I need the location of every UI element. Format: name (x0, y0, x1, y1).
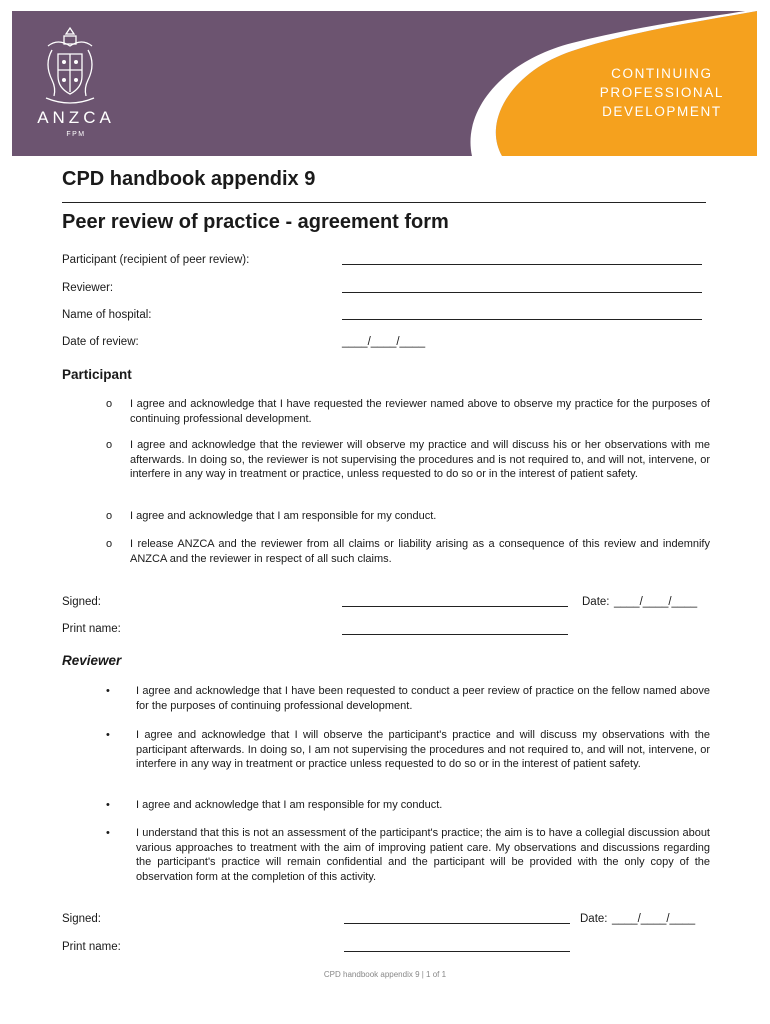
hospital-field[interactable] (342, 319, 702, 320)
participant-date-field[interactable]: ____/____/____ (614, 596, 698, 608)
cpd-line: CONTINUING (611, 66, 713, 81)
participant-heading: Participant (62, 367, 132, 382)
bullet-marker: • (106, 799, 110, 811)
date-of-review-label: Date of review: (62, 336, 139, 348)
participant-item (106, 537, 710, 566)
hospital-label: Name of hospital: (62, 309, 152, 321)
participant-item-text: I agree and acknowledge that I have requested the reviewer named above to observe my practice for the purposes of continuing professional development. (130, 398, 710, 425)
list-marker: o (106, 538, 113, 550)
list-marker: o (106, 439, 113, 451)
page-footer: CPD handbook appendix 9 | 1 of 1 (323, 970, 447, 979)
participant-item (106, 397, 710, 426)
reviewer-date-label: Date: (580, 913, 608, 925)
reviewer-date-field[interactable]: ____/____/____ (612, 913, 696, 925)
logo-subtitle: FPM (66, 131, 86, 138)
reviewer-item-text: I agree and acknowledge that I have been requested to conduct a peer review of practice on the fellow named above for the purposes of continuing professional development. (136, 685, 710, 712)
participant-item (106, 438, 710, 482)
reviewer-item-text: I agree and acknowledge that I will observe the participant's practice and will discuss my observations with the participant afterwards. In doing so, I am not supervising the procedures and not required to, and will not, intervene, or interfere in any way in treatment or practice unless requested to do so or in the interest of patient safety. (136, 729, 710, 770)
list-marker: o (106, 510, 113, 522)
page-title: CPD handbook appendix 9 (62, 168, 316, 190)
participant-label: Participant (recipient of peer review): (62, 254, 250, 266)
bullet-marker: • (106, 729, 110, 741)
reviewer-signature-field[interactable] (344, 923, 570, 924)
list-marker: o (106, 398, 113, 410)
reviewer-field[interactable] (342, 292, 702, 293)
reviewer-item-text: I understand that this is not an assessment of the participant's practice; the aim is to have a collegial discussion about various approaches to treatment with the aim of improving patient care. My observations and discussions regarding the participant's practice will remain confidential and the participant will be provided with the only copy of the observation form at the completion of this activity. (136, 827, 710, 883)
participant-print-label: Print name: (62, 623, 121, 635)
reviewer-signed-label: Signed: (62, 913, 102, 925)
reviewer-item (106, 826, 710, 884)
reviewer-print-label: Print name: (62, 941, 121, 953)
participant-item-text: I agree and acknowledge that I am responsible for my conduct. (130, 510, 437, 522)
reviewer-label: Reviewer: (62, 282, 114, 294)
participant-signature-field[interactable] (342, 606, 568, 607)
participant-field[interactable] (342, 264, 702, 265)
participant-item-text: I agree and acknowledge that the reviewer will observe my practice and will discuss his or her observations with me afterwards. In doing so, the reviewer is not supervising the procedures and is not required to, and will not, intervene, or interfere in any way in treatment or practice, unless requested to do so or in the interest of patient safety. (130, 439, 710, 480)
date-of-review-field[interactable]: ____/____/____ (342, 336, 426, 348)
reviewer-item-text: I agree and acknowledge that I am responsible for my conduct. (136, 799, 443, 811)
participant-item (106, 509, 710, 524)
cpd-line: PROFESSIONAL (599, 85, 724, 100)
bullet-marker: • (106, 827, 110, 839)
participant-print-field[interactable] (342, 634, 568, 635)
reviewer-print-field[interactable] (344, 951, 570, 952)
form-title: Peer review of practice - agreement form (62, 211, 449, 233)
participant-signed-label: Signed: (62, 596, 102, 608)
title-divider (62, 202, 706, 203)
cpd-heading (600, 64, 724, 121)
participant-item-text: I release ANZCA and the reviewer from all claims or liability arising as a consequence of this review and indemnify ANZCA and the reviewer in respect of all such claims. (130, 538, 710, 565)
reviewer-heading: Reviewer (62, 653, 122, 668)
participant-date-label: Date: (582, 596, 610, 608)
anzca-crest-icon (40, 24, 100, 106)
reviewer-item (106, 798, 710, 813)
logo-name: ANZCA (37, 108, 115, 127)
reviewer-item (106, 728, 710, 772)
cpd-line: DEVELOPMENT (602, 104, 722, 119)
bullet-marker: • (106, 685, 110, 697)
reviewer-item (106, 684, 710, 713)
